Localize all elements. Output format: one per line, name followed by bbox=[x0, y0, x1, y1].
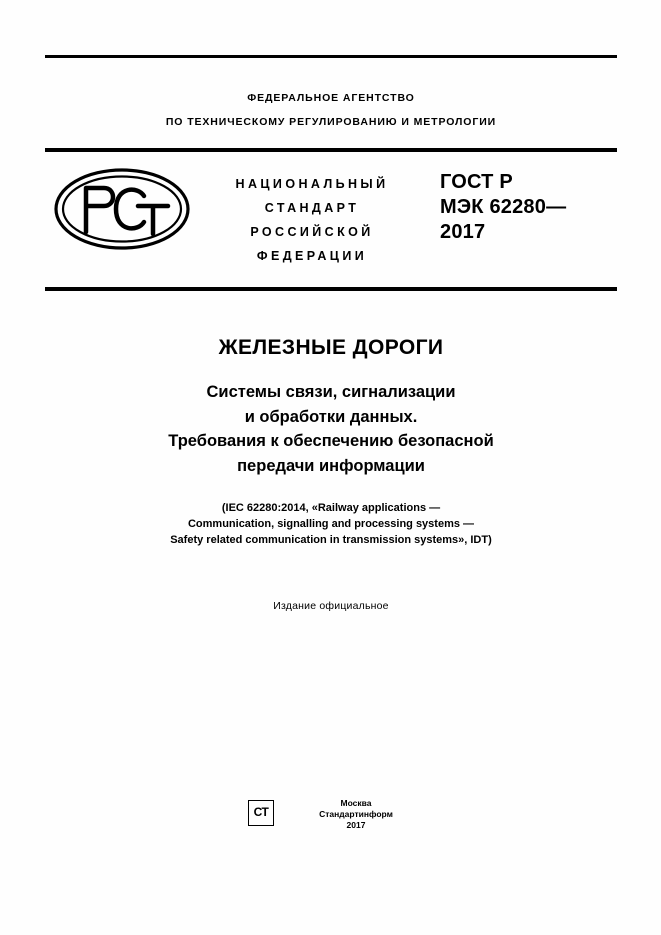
designation-line-1: ГОСТ Р bbox=[440, 171, 513, 193]
iec-note-line-1: (IEC 62280:2014, «Railway applications — bbox=[221, 502, 441, 514]
publisher-text bbox=[284, 798, 428, 831]
publisher-name: Стандартинформ bbox=[319, 809, 393, 819]
agency-line-2: ПО ТЕХНИЧЕСКОМУ РЕГУЛИРОВАНИЮ И МЕТРОЛОГИИ bbox=[165, 116, 497, 128]
designation-line-2: МЭК 62280— bbox=[440, 196, 567, 218]
iec-equivalence-note bbox=[45, 500, 617, 548]
publisher-year: 2017 bbox=[346, 820, 366, 830]
standartinform-logo-icon: СТ bbox=[248, 800, 274, 826]
standard-line-2: СТАНДАРТ bbox=[264, 201, 360, 215]
subtitle-line-3: Требования к обеспечению безопасной bbox=[168, 432, 494, 450]
middle-divider-rule bbox=[45, 148, 617, 152]
agency-block bbox=[45, 86, 617, 134]
standard-designation bbox=[440, 170, 620, 245]
subtitle-line-4: передачи информации bbox=[237, 456, 425, 475]
official-edition-label: Издание официальное bbox=[273, 600, 389, 612]
subtitle-line-1: Системы связи, сигнализации bbox=[206, 383, 456, 401]
standard-line-4: ФЕДЕРАЦИИ bbox=[256, 249, 368, 263]
standard-line-3: РОССИЙСКОЙ bbox=[250, 225, 374, 239]
iec-note-line-2: Communication, signalling and processing systems — bbox=[187, 518, 475, 530]
publisher-city: Москва bbox=[340, 798, 372, 808]
national-standard-block bbox=[196, 172, 428, 268]
agency-line-1: ФЕДЕРАЛЬНОЕ АГЕНТСТВО bbox=[247, 92, 415, 104]
top-divider-rule bbox=[45, 55, 617, 58]
rosstandart-emblem-icon bbox=[52, 166, 192, 252]
designation-line-3: 2017 bbox=[440, 221, 486, 243]
bottom-divider-rule bbox=[45, 287, 617, 291]
standard-line-1: НАЦИОНАЛЬНЫЙ bbox=[235, 177, 389, 191]
publisher-block bbox=[248, 798, 428, 844]
page-subtitle bbox=[45, 380, 617, 478]
subtitle-line-2: и обработки данных. bbox=[244, 407, 418, 426]
iec-note-line-3: Safety related communication in transmission systems», IDT) bbox=[170, 534, 492, 546]
page-title: ЖЕЛЕЗНЫЕ ДОРОГИ bbox=[218, 336, 444, 359]
